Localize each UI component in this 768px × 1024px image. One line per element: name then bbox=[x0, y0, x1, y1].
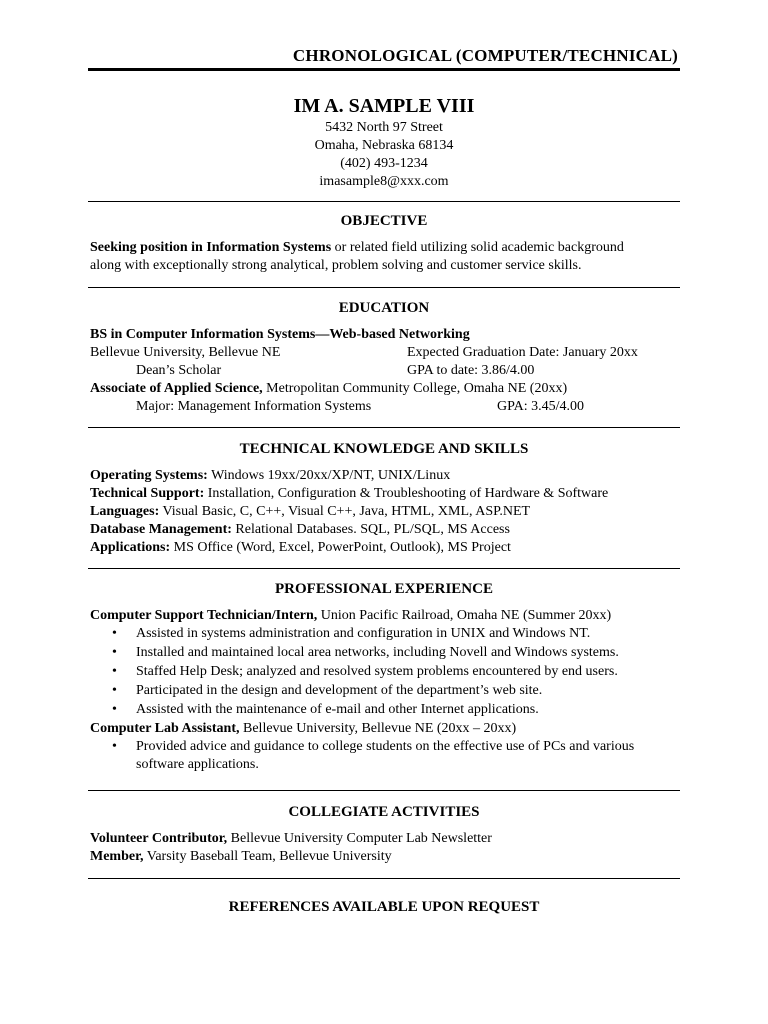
activity-detail: Varsity Baseball Team, Bellevue University bbox=[143, 849, 392, 864]
school-metro: Metropolitan Community College, Omaha NE (20xx) bbox=[262, 381, 568, 396]
bullet-icon: • bbox=[112, 739, 117, 754]
section-divider bbox=[88, 287, 680, 288]
activity-detail: Bellevue University Computer Lab Newsletter bbox=[227, 831, 492, 846]
skill-label: Operating Systems: bbox=[90, 468, 208, 483]
skills-title: TECHNICAL KNOWLEDGE AND SKILLS bbox=[239, 441, 529, 457]
major-mis: Major: Management Information Systems bbox=[136, 399, 372, 414]
objective-title: OBJECTIVE bbox=[340, 213, 428, 229]
job-title-technician: Computer Support Technician/Intern, bbox=[90, 608, 318, 623]
objective-line1: or related field utilizing solid academic background bbox=[331, 240, 624, 255]
education-title: EDUCATION bbox=[338, 300, 430, 316]
list-item: • Staffed Help Desk; analyzed and resolved system problems encountered by end users. bbox=[112, 664, 618, 679]
skills-list bbox=[90, 467, 680, 557]
bullet-icon: • bbox=[112, 683, 117, 698]
references-note: REFERENCES AVAILABLE UPON REQUEST bbox=[228, 899, 540, 915]
skill-item bbox=[90, 485, 680, 503]
list-item: • Provided advice and guidance to college students on the effective use of PCs and various software applications. bbox=[112, 739, 635, 772]
graduation-date: Expected Graduation Date: January 20xx bbox=[407, 345, 638, 360]
skill-value: Relational Databases. SQL, PL/SQL, MS Access bbox=[231, 522, 510, 537]
bullet-icon: • bbox=[112, 626, 117, 641]
activity-item bbox=[90, 848, 680, 866]
experience-title: PROFESSIONAL EXPERIENCE bbox=[275, 581, 493, 597]
document-type-heading: CHRONOLOGICAL (COMPUTER/TECHNICAL) bbox=[292, 46, 678, 65]
skill-item bbox=[90, 521, 680, 539]
honor-deans-scholar: Dean’s Scholar bbox=[136, 363, 222, 378]
objective-text bbox=[90, 239, 680, 275]
skill-item bbox=[90, 539, 680, 557]
activities-title: COLLEGIATE ACTIVITIES bbox=[288, 804, 480, 820]
degree-associate: Associate of Applied Science, bbox=[90, 381, 263, 396]
skill-value: MS Office (Word, Excel, PowerPoint, Outlook), MS Project bbox=[170, 540, 511, 555]
skill-label: Technical Support: bbox=[90, 486, 205, 501]
list-item: • Assisted with the maintenance of e-mail and other Internet applications. bbox=[112, 702, 539, 717]
bullet-icon: • bbox=[112, 664, 117, 679]
skill-item bbox=[90, 467, 680, 485]
activity-role: Volunteer Contributor, bbox=[90, 831, 228, 846]
skill-value: Installation, Configuration & Troubleshooting of Hardware & Software bbox=[204, 486, 609, 501]
skill-value: Visual Basic, C, C++, Visual C++, Java, HTML, XML, ASP.NET bbox=[159, 504, 531, 519]
objective-line2: along with exceptionally strong analytical, problem solving and customer service skills. bbox=[90, 258, 582, 273]
skill-value: Windows 19xx/20xx/XP/NT, UNIX/Linux bbox=[207, 468, 451, 483]
skill-item bbox=[90, 503, 680, 521]
gpa-associate: GPA: 3.45/4.00 bbox=[497, 399, 585, 414]
school-bellevue: Bellevue University, Bellevue NE bbox=[90, 345, 281, 360]
skill-label: Database Management: bbox=[90, 522, 232, 537]
section-divider bbox=[88, 201, 680, 202]
experience-block bbox=[90, 607, 680, 775]
list-item: • Participated in the design and development of the department’s web site. bbox=[112, 683, 543, 698]
section-divider bbox=[88, 568, 680, 569]
degree-bs: BS in Computer Information Systems—Web-based Networking bbox=[90, 327, 470, 342]
section-divider bbox=[88, 790, 680, 791]
city-state-zip: Omaha, Nebraska 68134 bbox=[314, 138, 454, 153]
activity-role: Member, bbox=[90, 849, 144, 864]
section-divider bbox=[88, 427, 680, 428]
section-divider bbox=[88, 878, 680, 879]
contact-header bbox=[88, 93, 680, 191]
candidate-name: IM A. SAMPLE VIII bbox=[293, 95, 475, 117]
skill-label: Languages: bbox=[90, 504, 160, 519]
phone-number: (402) 493-1234 bbox=[340, 156, 428, 171]
list-item: • Installed and maintained local area networks, including Novell and Windows systems. bbox=[112, 645, 619, 660]
list-item: • Assisted in systems administration and configuration in UNIX and Windows NT. bbox=[112, 626, 591, 641]
job-employer-bellevue: Bellevue University, Bellevue NE (20xx – 20xx) bbox=[239, 721, 517, 736]
bullet-icon: • bbox=[112, 702, 117, 717]
job1-duties bbox=[90, 625, 680, 719]
email-address[interactable]: imasample8@xxx.com bbox=[319, 174, 449, 189]
job-title-lab-assistant: Computer Lab Assistant, bbox=[90, 721, 240, 736]
job2-duties bbox=[90, 738, 680, 774]
street-address: 5432 North 97 Street bbox=[325, 120, 443, 135]
education-block bbox=[90, 326, 680, 416]
activity-item bbox=[90, 830, 680, 848]
job-employer-union-pacific: Union Pacific Railroad, Omaha NE (Summer 20xx) bbox=[317, 608, 612, 623]
activities-list bbox=[90, 830, 680, 866]
objective-lead: Seeking position in Information Systems bbox=[90, 240, 332, 255]
header-rule bbox=[88, 68, 680, 71]
bullet-icon: • bbox=[112, 645, 117, 660]
skill-label: Applications: bbox=[90, 540, 171, 555]
gpa-bs: GPA to date: 3.86/4.00 bbox=[407, 363, 535, 378]
